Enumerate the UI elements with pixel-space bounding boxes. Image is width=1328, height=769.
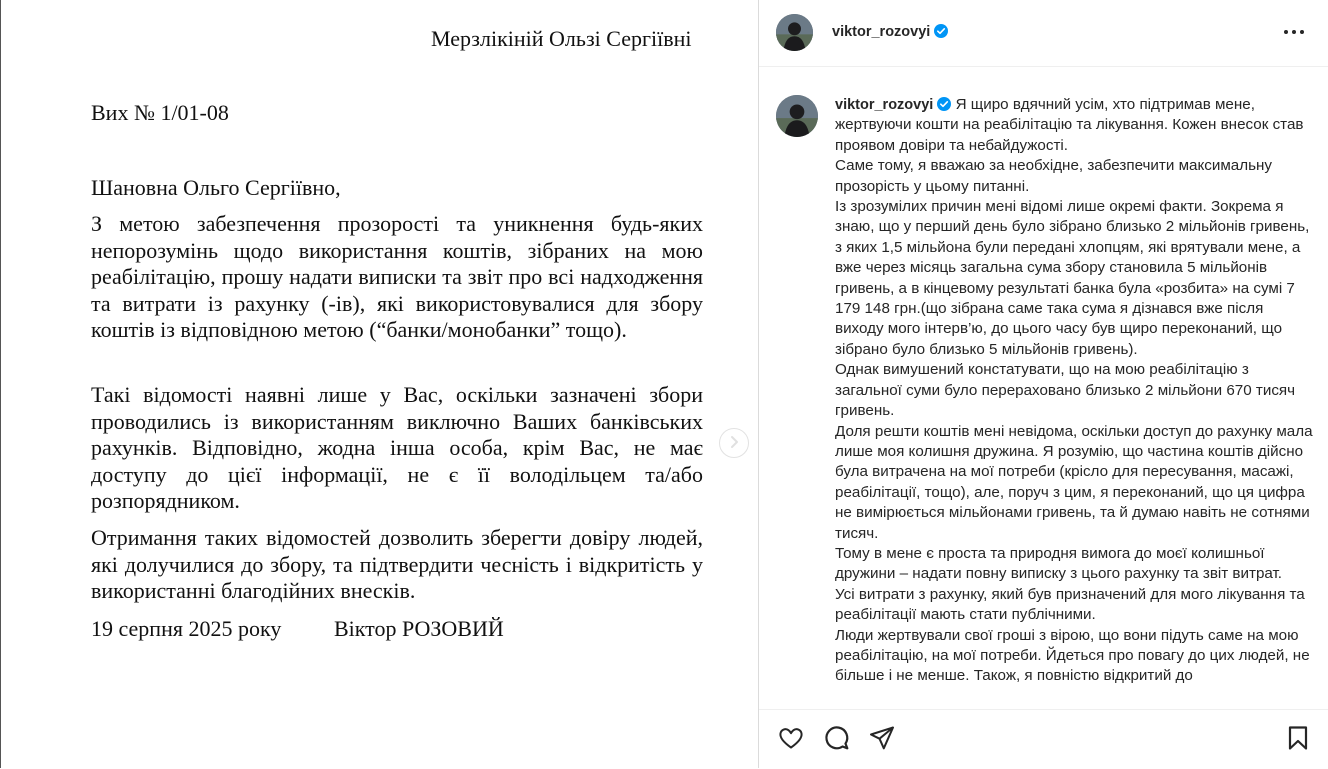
- share-button[interactable]: [868, 724, 896, 752]
- caption-paragraph: Саме тому, я вважаю за необхідне, забезпечити максимальну прозорість у цьому питанні.: [835, 157, 1272, 195]
- verified-badge-icon: [934, 24, 948, 38]
- post-author-username[interactable]: [832, 23, 948, 41]
- letter-paragraph-2: Такі відомості наявні лише у Вас, оскільки зазначені збори проводились із використанням виключно Ваших банківських рахунків. Відповідно, жодна інша особа, крім Вас, не має доступу до цієї інформації, не є її володільцем та/або розпорядником.: [91, 382, 703, 513]
- more-options-icon: [1279, 22, 1309, 42]
- verified-badge-icon: [937, 97, 951, 111]
- caption-username[interactable]: viktor_rozovyi: [835, 97, 934, 113]
- comment-button[interactable]: [823, 724, 851, 752]
- letter-date: 19 серпня 2025 року: [91, 616, 282, 641]
- like-button[interactable]: [777, 724, 805, 752]
- post-panel: [759, 0, 1328, 768]
- send-icon: [868, 724, 896, 752]
- caption-paragraph: Люди жертвували свої гроші з вірою, що вони підуть саме на мою реабілітацію, на мої потреби. Йдеться про повагу до цих людей, не більше і не менше. Також, я повністю відкритий до: [835, 626, 1310, 685]
- comment-icon: [823, 724, 851, 752]
- caption-paragraph: Тому в мене є проста та природня вимога до моєї колишньої дружини – надати повну виписку з цього рахунку та звіт витрат.: [835, 544, 1282, 583]
- username-text[interactable]: viktor_rozovyi: [832, 24, 931, 40]
- caption-paragraph: Доля решти коштів мені невідома, оскільки доступ до рахунку мала лише моя колишня дружина. Я розумію, що частина коштів дійсно була витрачена на мої потреби (крісло для пересування, масажі, реабілітації, тощо), але, поруч з цим, я переконаний, що ця цифра не вимірюється мільйонами гривень, та й думаю навіть не сотнями тисяч.: [835, 422, 1313, 542]
- caption-paragraph: Із зрозумілих причин мені відомі лише окремі факти. Зокрема я знаю, що у перший день було зібрано близько 2 мільйонів гривень, з яких 1,5 мільйона були передані хлопцям, які врятували мене, а вже через місяць загальна сума збору становила 5 мільйонів гривень, а в кінцевому результаті банка була «розбита» на сумі 7 179 148 грн.(що зібрана саме така сума я дізнався вже після виходу мого інтерв’ю, до цього часу був щиро переконаний, що зібрано було близько 5 мільйонів гривень).: [835, 198, 1310, 358]
- bookmark-icon: [1284, 724, 1312, 752]
- letter-paragraph-3: Отримання таких відомостей дозволить зберегти довіру людей, які долучилися до збору, та підтвердити чесність і відкритість у використанні благодійних внесків.: [91, 525, 703, 603]
- letter-paragraph-1: З метою забезпечення прозорості та уникнення будь-яких непорозумінь щодо використання коштів, зібраних на мою реабілітацію, прошу надати виписки та звіт про всі надходження та витрати із рахунку (-ів), які використовувалися для збору коштів із відповідною метою (“банки/монобанки” тощо).: [91, 211, 703, 342]
- avatar-image: [776, 95, 818, 137]
- post-caption: [835, 95, 1315, 709]
- save-button[interactable]: [1284, 724, 1312, 752]
- next-slide-button[interactable]: [719, 428, 749, 458]
- chevron-right-icon: [727, 435, 741, 449]
- post-image-letter: [1, 0, 758, 768]
- caption-text: Я щиро вдячний усім, хто підтримав мене, жертвуючи кошти на реабілітацію та лікування. Кожен внесок став проявом довіри та небайдужості.: [835, 96, 1304, 154]
- avatar-image: [776, 14, 813, 51]
- post-header: [759, 0, 1328, 67]
- letter-addressee: Мерзлікіній Ользі Сергіївні: [431, 26, 692, 51]
- caption-first-paragraph: [835, 95, 1315, 156]
- avatar[interactable]: [776, 14, 813, 51]
- heart-icon: [777, 724, 805, 752]
- post-action-bar: [759, 709, 1328, 769]
- letter-reference-number: Вих № 1/01-08: [91, 100, 229, 125]
- letter-greeting: Шановна Ольго Сергіївно,: [91, 175, 341, 200]
- caption-paragraph: Однак вимушений констатувати, що на мою реабілітацію з загальної суми було перераховано близько 2 мільйони 670 тисяч гривень.: [835, 361, 1296, 420]
- caption-avatar[interactable]: [776, 95, 818, 137]
- more-options-button[interactable]: [1279, 22, 1309, 42]
- letter-signature: Віктор РОЗОВИЙ: [334, 616, 504, 641]
- caption-paragraph: Усі витрати з рахунку, який був призначений для мого лікування та реабілітації мають стати публічними.: [835, 585, 1305, 624]
